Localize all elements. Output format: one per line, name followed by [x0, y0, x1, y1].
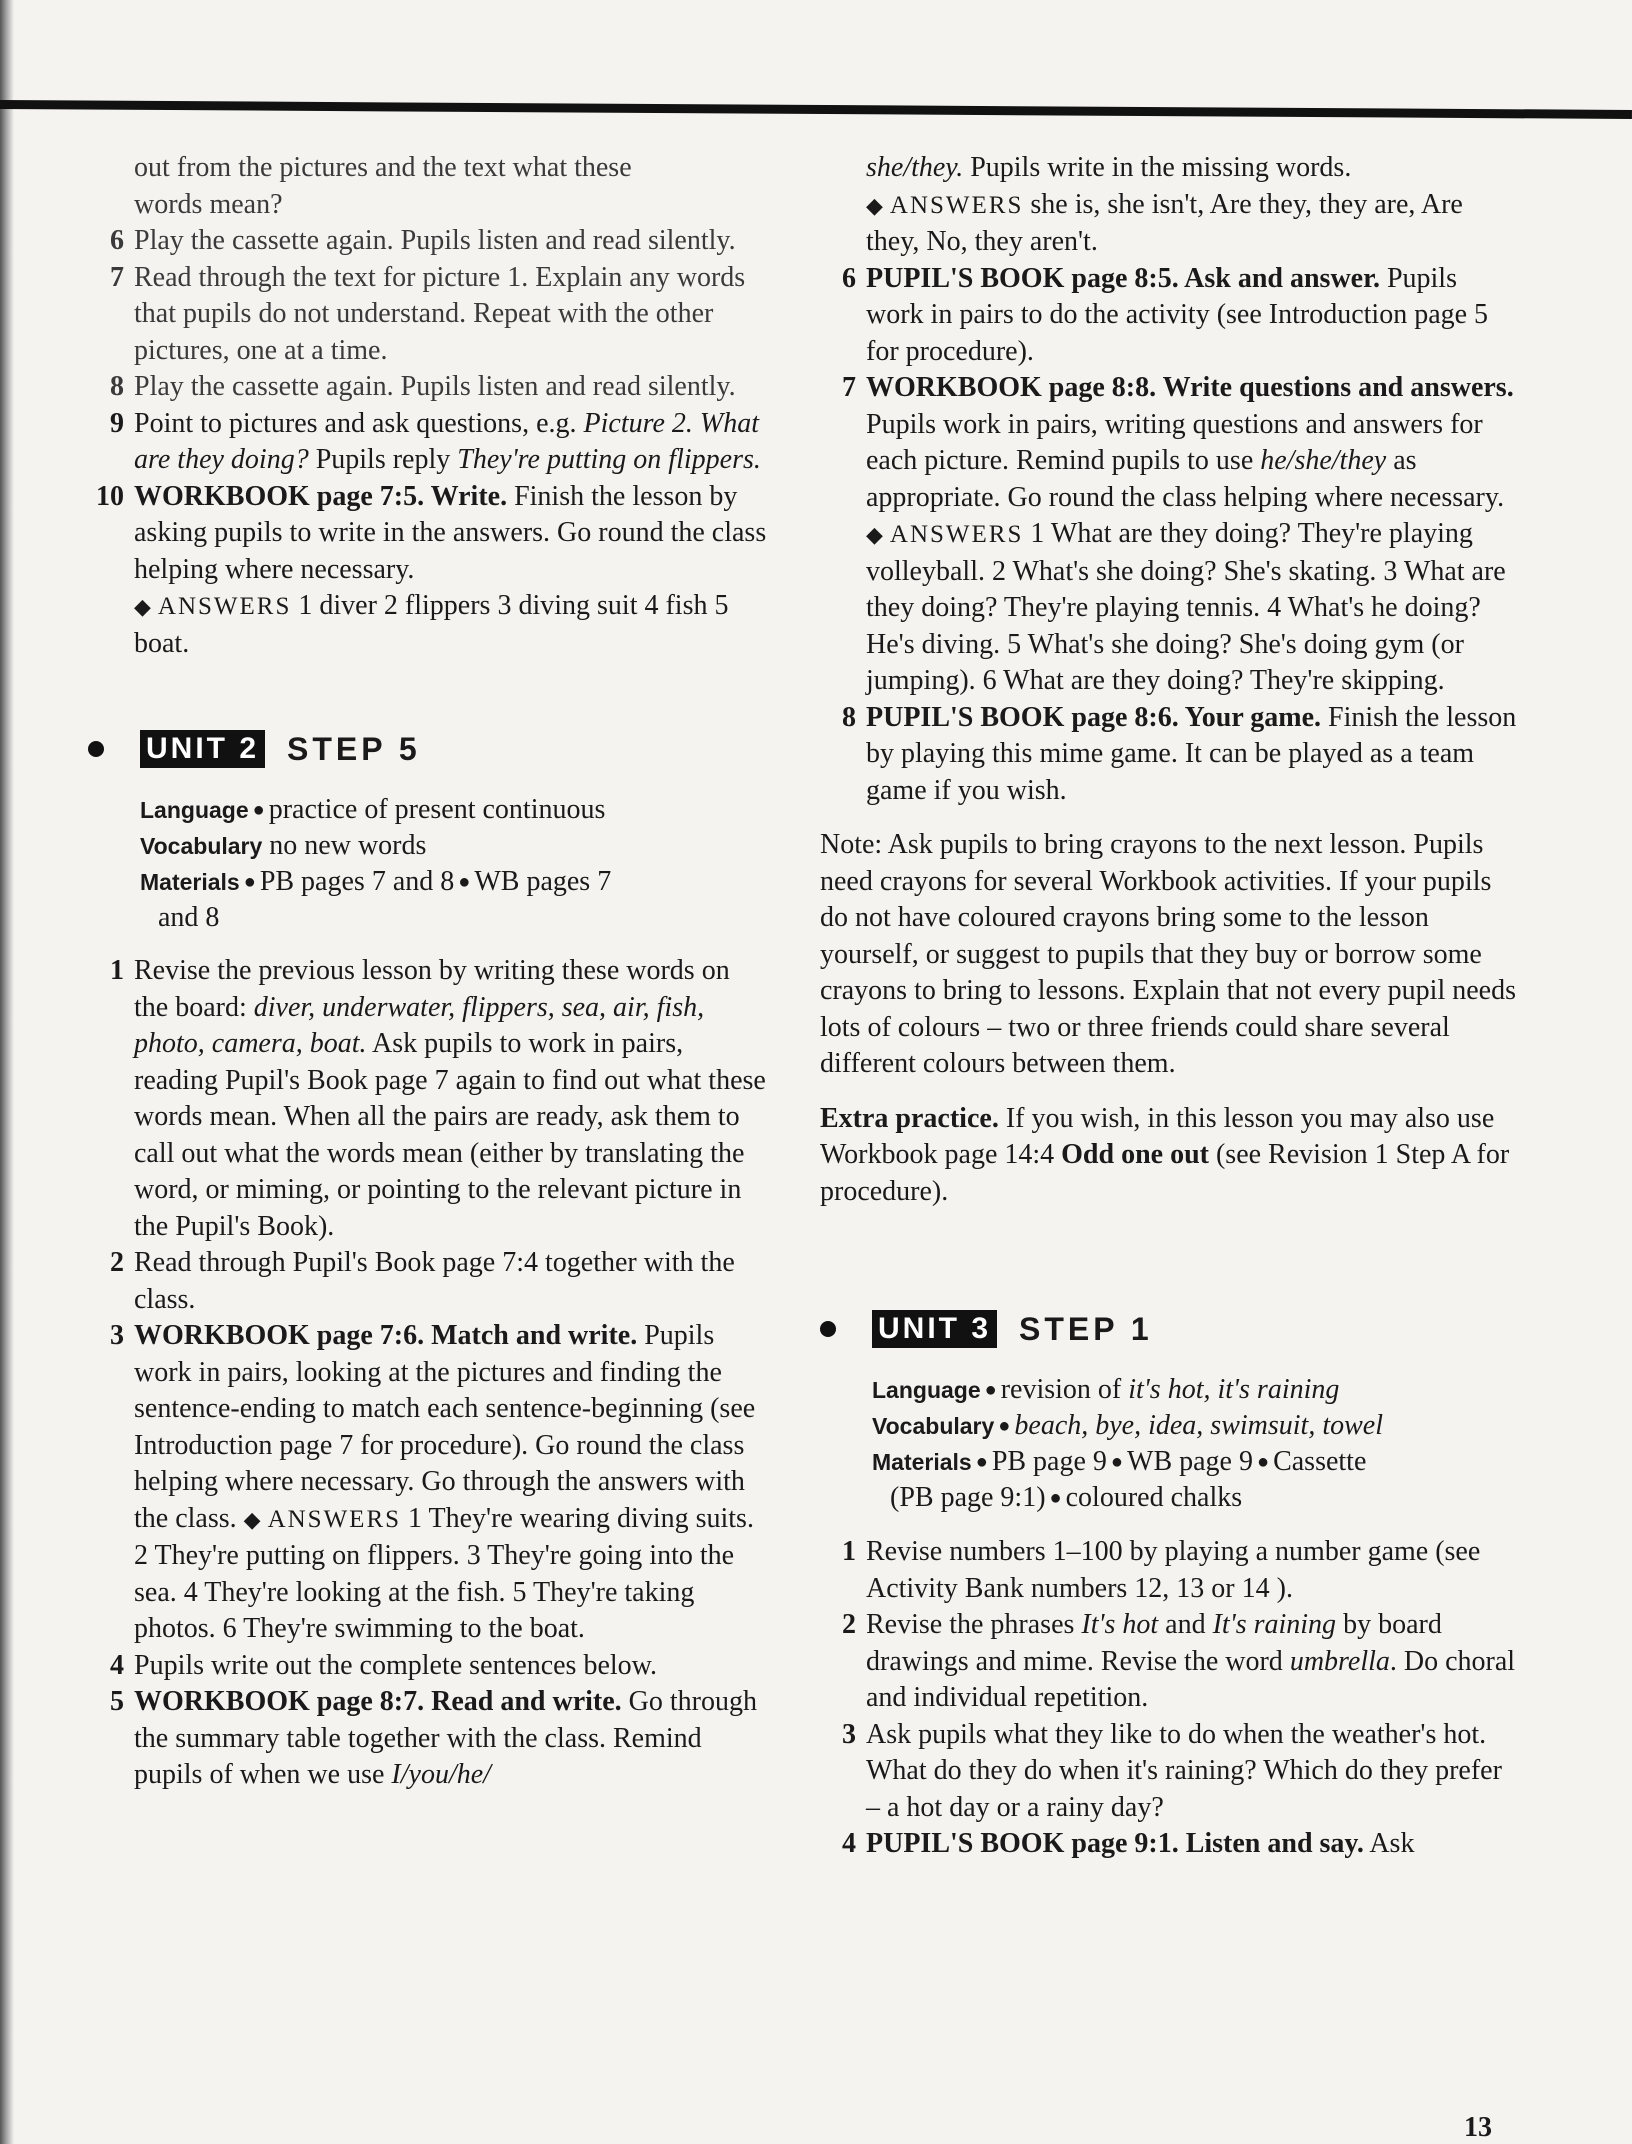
note-paragraph: Note: Ask pupils to bring crayons to the next lesson. Pupils need crayons for several Workbook activities. If your pupils do not have coloured crayons bring some to the lesson yourself, or suggest to pupils that they buy or borrow some crayons to bring to lessons. Explain that not every pupil needs lots of colours – two or three friends could share several different colours between them. [820, 829, 1516, 1079]
item-text: Pupils work in pairs, writing questions and answers for each picture. Remind pupils to use [866, 408, 1483, 476]
unit-heading [88, 726, 770, 772]
item-text: Read through the text for picture 1. Explain any words that pupils do not understand. Repeat with the other pictures, one at a time. [134, 261, 746, 366]
step-label: STEP 5 [287, 730, 421, 767]
list-item [820, 1534, 1520, 1607]
language-label: Language [872, 1377, 981, 1403]
list-item [820, 1717, 1520, 1827]
list-item [820, 1826, 1520, 1863]
unit-heading [820, 1306, 1520, 1352]
item-bold: WORKBOOK page 7:5. Write. [134, 480, 508, 512]
right-column [820, 150, 1520, 1863]
list-item [88, 260, 770, 370]
item-text: Go through the summary table together with the class. Remind pupils of when we use [134, 1686, 757, 1790]
list-item [88, 1318, 770, 1648]
item-number: 2 [110, 1247, 124, 1278]
item-italic: diver, underwater, flippers, sea, air, fish, photo, camera, boat. [134, 991, 705, 1059]
item-number: 1 [842, 1536, 856, 1567]
materials-text: PB page 9 [991, 1446, 1107, 1477]
extra-bold: Odd one out [1061, 1139, 1209, 1170]
item-text: . Do choral and individual repetition. [866, 1645, 1516, 1713]
language-italic: it's hot, it's raining [1128, 1374, 1340, 1405]
materials-label: Materials [140, 869, 240, 895]
unit-label: UNIT 2 [140, 730, 265, 768]
intro-line-1: out from the pictures and the text what these [134, 152, 632, 183]
extra-bold: Extra practice. [820, 1102, 999, 1134]
item-number: 9 [110, 407, 124, 439]
extra-text: (see Revision 1 Step A for procedure). [820, 1139, 1510, 1207]
list-item [88, 1684, 770, 1794]
item-italic: It's hot [1081, 1609, 1159, 1640]
left-column [88, 150, 770, 1794]
item-text: Play the cassette again. Pupils listen and read silently. [134, 371, 736, 402]
item-number: 3 [110, 1320, 124, 1351]
item-bold: WORKBOOK page 8:8. Write questions and answers. [866, 372, 1514, 403]
vocabulary-text: beach, bye, idea, swimsuit, towel [1014, 1410, 1383, 1441]
bullet-icon [820, 1321, 836, 1337]
item-number: 4 [842, 1828, 856, 1859]
list-item [820, 1607, 1520, 1717]
extra-practice-paragraph [820, 1101, 1520, 1211]
item-italic: he/she/they [1260, 445, 1387, 476]
list-item [820, 700, 1520, 810]
list-item [820, 370, 1520, 700]
diamond-icon: ◆ [243, 1506, 261, 1532]
item-number: 7 [110, 261, 124, 293]
item-bold: WORKBOOK page 8:7. Read and write. [134, 1686, 622, 1717]
item-number: 3 [842, 1718, 856, 1750]
item-text: Point to pictures and ask questions, e.g. [134, 407, 584, 439]
list-item [88, 479, 770, 663]
item-number: 8 [842, 701, 856, 733]
item-italic: They're putting on flippers. [457, 444, 761, 475]
item-number: 10 [96, 480, 124, 512]
item-number: 6 [110, 225, 124, 256]
diamond-icon: ◆ [134, 594, 151, 619]
item-number: 5 [110, 1686, 124, 1717]
item-italic: umbrella [1289, 1645, 1390, 1677]
item-bold: PUPIL'S BOOK page 8:5. Ask and answer. [866, 262, 1380, 294]
item-number: 1 [110, 955, 124, 986]
item-text: Finish the lesson by playing this mime game. It can be played as a team game if you wish. [866, 701, 1517, 806]
step-label: STEP 1 [1019, 1310, 1153, 1347]
answers-text: she is, she isn't, Are they, they are, Are they, No, they aren't. [866, 188, 1463, 257]
item-bold: PUPIL'S BOOK page 8:6. Your game. [866, 701, 1322, 733]
item-text: Play the cassette again. Pupils listen and read silently. [134, 225, 736, 256]
list-item [820, 261, 1520, 371]
answers-text: 1 diver 2 flippers 3 diving suit 4 fish 5 boat. [134, 590, 729, 659]
lesson-meta: Language ● practice of present continuous Vocabulary no new words Materials ● PB pages 7 and 8 ● WB pages 7 and 8 [140, 794, 612, 933]
item-italic: It's raining [1212, 1609, 1337, 1640]
list-item [88, 1648, 770, 1685]
item-text: Ask pupils what they like to do when the weather's hot. What do they do when it's raining? Which do they prefer – a hot day or a rainy day? [866, 1718, 1502, 1823]
materials-text: WB page 9 [1127, 1446, 1253, 1477]
item-text: Read through Pupil's Book page 7:4 together with the class. [134, 1247, 735, 1315]
item-text: Pupils work in pairs, looking at the pictures and finding the sentence-ending to match each sentence-beginning (see Introduction page 7 for procedure). Go round the class helping where necessary. Go through the answers with the class. [134, 1320, 756, 1534]
list-item [88, 369, 770, 406]
item-number: 7 [842, 372, 856, 403]
list-item [88, 1245, 770, 1318]
item-text: Revise numbers 1–100 by playing a number game (see Activity Bank numbers 12, 13 or 14 ). [866, 1536, 1481, 1604]
item-number: 8 [110, 371, 124, 402]
materials-text: WB pages 7 [474, 866, 612, 897]
item-italic: she/they. [866, 152, 964, 183]
item-text: and [1158, 1609, 1213, 1640]
vocabulary-label: Vocabulary [140, 833, 263, 859]
diamond-icon: ◆ [866, 192, 883, 218]
materials-text: coloured chalks [1065, 1482, 1243, 1513]
item-number: 4 [110, 1649, 124, 1681]
bullet-icon [88, 741, 104, 757]
continued-item [820, 150, 1520, 261]
item-number: 2 [842, 1609, 856, 1640]
intro-line-2: words mean? [134, 188, 283, 220]
item-italic: I/you/he/ [391, 1759, 491, 1790]
materials-text: (PB page 9:1) [890, 1482, 1046, 1513]
page-number: 13 [1464, 2112, 1492, 2143]
list-item [88, 953, 770, 1245]
item-text: Ask [1363, 1828, 1415, 1859]
item-text: Pupils write out the complete sentences below. [134, 1649, 658, 1681]
answers-label: ANSWERS [157, 593, 292, 620]
item-text: Ask pupils to work in pairs, reading Pupil's Book page 7 again to find out what these words mean. When all the pairs are ready, ask them to call out what the words mean (either by translating the word, or miming, or pointing to the relevant picture in the Pupil's Book). [134, 1028, 766, 1242]
item-text: Finish the lesson by asking pupils to write in the answers. Go round the class helping where necessary. [134, 480, 767, 585]
vocabulary-label: Vocabulary [872, 1413, 995, 1439]
language-text: revision of [1000, 1374, 1129, 1405]
diamond-icon: ◆ [866, 522, 883, 547]
top-rule [0, 100, 1632, 119]
item-text: Pupils write in the missing words. [963, 152, 1352, 183]
item-italic: Picture 2. What are they doing? [134, 407, 759, 475]
item-number: 6 [842, 262, 856, 294]
item-text: by board drawings and mime. Revise the word [866, 1609, 1442, 1677]
item-text: Revise the previous lesson by writing these words on the board: [134, 955, 730, 1023]
list-item [88, 406, 770, 479]
continued-text [88, 150, 770, 223]
vocabulary-text: no new words [269, 830, 427, 861]
language-label: Language [140, 797, 249, 823]
list-item [88, 223, 770, 260]
item-text: Pupils reply [308, 444, 458, 475]
page-edge-shadow [0, 0, 14, 2144]
extra-text: If you wish, in this lesson you may also use Workbook page 14:4 [820, 1102, 1495, 1170]
materials-text: PB pages 7 and 8 [259, 866, 455, 897]
answers-text: 1 What are they doing? They're playing volleyball. 2 What's she doing? She's skating. 3 What are they doing? They're playing tennis. 4 What's he doing? He's diving. 5 What's she doing? She's doing gym (or jumping). 6 What are they doing? They're skipping. [866, 518, 1506, 696]
item-text: Pupils work in pairs to do the activity (see Introduction page 5 for procedure). [866, 262, 1489, 367]
materials-text: Cassette [1273, 1446, 1367, 1477]
answers-label: ANSWERS [267, 1505, 402, 1533]
item-text: as appropriate. Go round the class helping where necessary. [866, 445, 1505, 513]
lesson-meta: Language ● revision of it's hot, it's raining Vocabulary ● beach, bye, idea, swimsuit, towel Materials ● PB page 9 ● WB page 9 ● Cassette (PB page 9:1) ● coloured chalks [872, 1374, 1383, 1513]
item-text: Revise the phrases [866, 1609, 1082, 1640]
language-text: practice of present continuous [268, 794, 606, 825]
materials-text: and 8 [158, 902, 220, 933]
item-bold: PUPIL'S BOOK page 9:1. Listen and say. [866, 1828, 1364, 1859]
answers-text: 1 They're wearing diving suits. 2 They're putting on flippers. 3 They're going into the sea. 4 They're looking at the fish. 5 They're taking photos. 6 They're swimming to the boat. [134, 1502, 754, 1644]
answers-label: ANSWERS [889, 191, 1024, 219]
item-bold: WORKBOOK page 7:6. Match and write. [134, 1320, 638, 1351]
unit-label: UNIT 3 [872, 1310, 997, 1348]
answers-label: ANSWERS [889, 521, 1024, 548]
materials-label: Materials [872, 1449, 972, 1475]
